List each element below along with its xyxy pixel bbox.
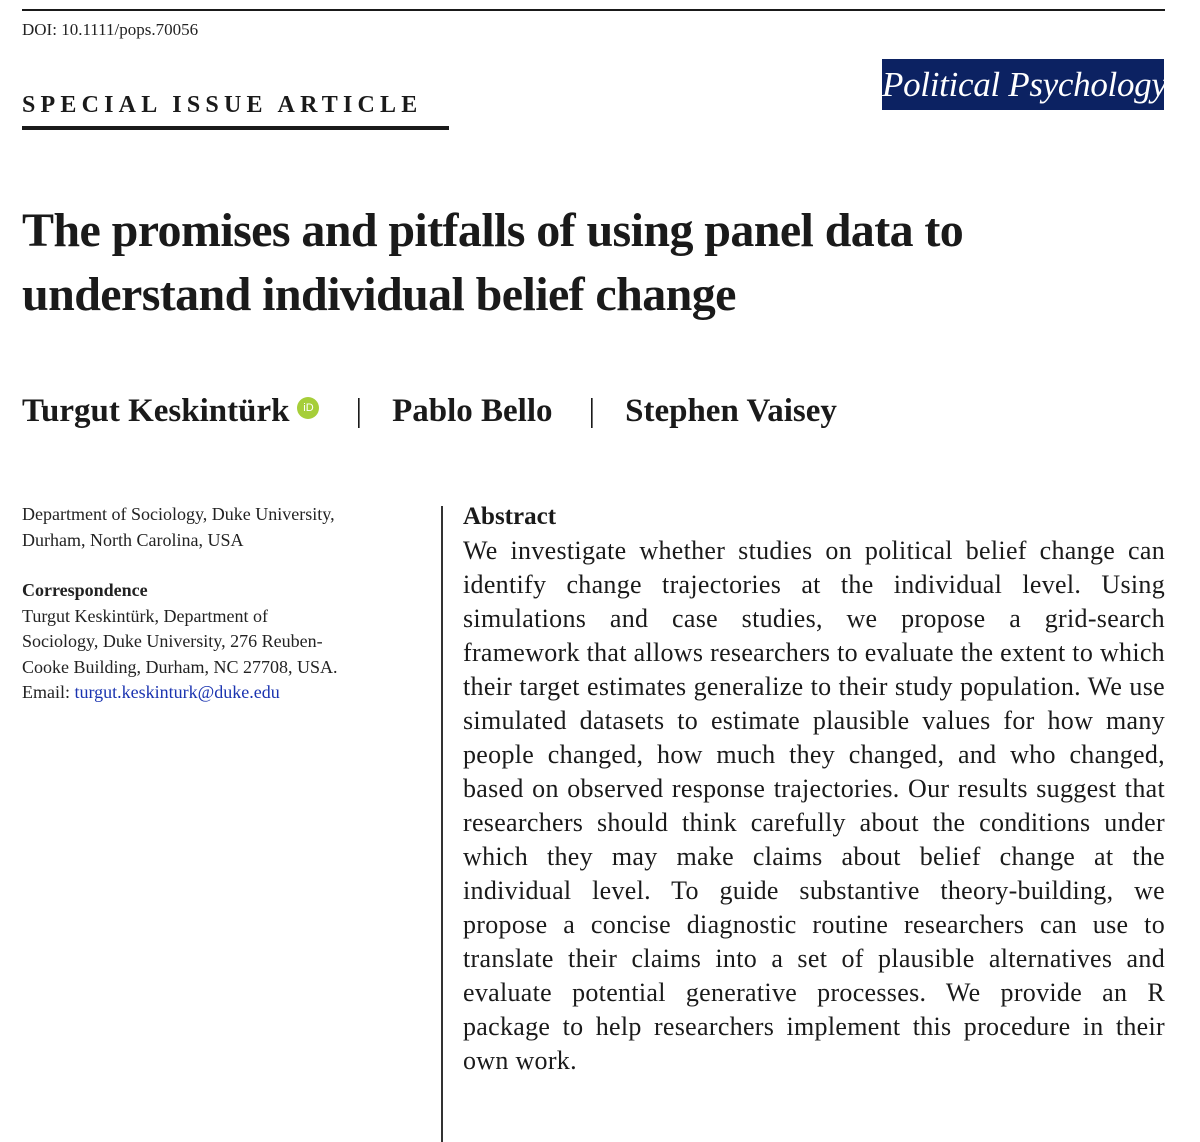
email-label: Email: [22,682,70,702]
correspondence-email-row [22,680,432,706]
author-name[interactable]: Turgut Keskintürk [22,393,290,429]
correspondence-heading: Correspondence [22,580,148,600]
affiliation [22,502,422,553]
article-type-underline [22,126,449,130]
doi: DOI: 10.1111/pops.70056 [22,20,199,39]
correspondence-line: Cooke Building, Durham, NC 27708, USA. [22,656,338,677]
affiliation-line: Department of Sociology, Duke University, [22,504,335,524]
correspondence [22,578,432,706]
author-separator: | [588,393,596,429]
correspondence-line: Sociology, Duke University, 276 Reuben- [22,631,323,651]
author-name[interactable]: Pablo Bello [392,393,553,429]
column-divider [441,506,443,1142]
email-link[interactable]: turgut.keskinturk@duke.edu [74,682,280,702]
article-title: The promises and pitfalls of using panel data to understand individual belief change [22,204,964,321]
correspondence-line: Turgut Keskintürk, Department of [22,605,268,626]
top-rule [22,9,1165,11]
affiliation-line: Durham, North Carolina, USA [22,529,244,550]
author-name[interactable]: Stephen Vaisey [625,393,837,429]
author-separator: | [355,393,363,429]
article-type: SPECIAL ISSUE ARTICLE [22,92,423,118]
orcid-icon[interactable]: iD [297,397,319,419]
author-list [22,393,837,430]
abstract-heading: Abstract [463,503,557,530]
abstract-text: We investigate whether studies on political belief change can identify change trajectories at the individual level. Using simulations and case studies, we propose a grid-search framework that allows researchers to evaluate the extent to which their target estimates generalize to their study population. We use simulated datasets to estimate plausible values for how many people changed, how much they changed, and who changed, based on observed response trajectories. Our results suggest that researchers should think carefully about the conditions under which they may make claims about belief change at the individual level. To guide substantive theory-building, we propose a concise diagnostic routine researchers can use to translate their claims into a set of plausible alternatives and evaluate potential generative processes. We provide an R package to help researchers implement this procedure in their own work. [463,536,1165,1075]
journal-logo: Political Psychology [882,59,1164,110]
